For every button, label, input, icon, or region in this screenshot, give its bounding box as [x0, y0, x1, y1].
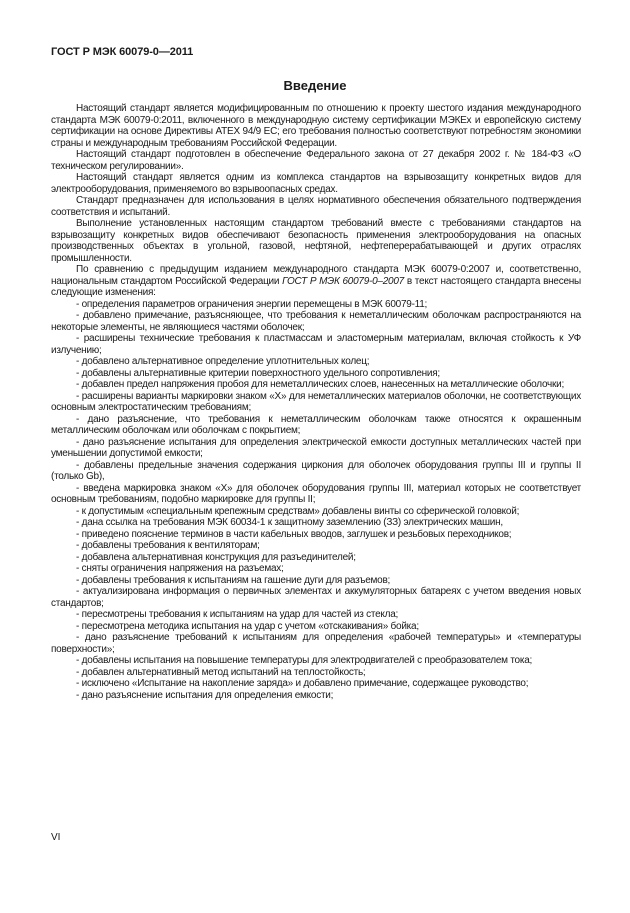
change-item: - исключено «Испытание на накопление заряда» и добавлено примечание, содержащее руководство;: [76, 678, 529, 689]
change-item: - добавлены предельные значения содержания циркония для оболочек оборудования группы III и группы II (только Gb),: [51, 459, 581, 482]
intro-text-end: в текст настоящего стандарта внесены следующие изменения:: [51, 275, 581, 298]
change-item: - к допустимым «специальным крепежным средствам» добавлены винты со сферической головкой;: [76, 505, 520, 517]
change-item: - добавлены требования к испытаниям на гашение дуги для разъемов;: [76, 574, 391, 586]
change-item: - добавлено примечание, разъясняющее, что требования к неметаллическим оболочкам распространяются на некоторые элементы, не являющиеся частями оболочек;: [51, 310, 581, 333]
body-text: [51, 103, 581, 701]
change-item: - пересмотрены требования к испытаниям на удар для частей из стекла;: [76, 609, 399, 620]
change-item: - дано разъяснение испытания для определения емкости;: [76, 689, 334, 701]
change-item: - расширены варианты маркировки знаком «X» для неметаллических материалов оболочки, не соответствующих основным электростатическим требованиям;: [51, 390, 581, 413]
paragraph: Настоящий стандарт является модифицированным по отношению к проекту шестого издания международного стандарта МЭК 60079-0:2011, включенного в международную систему сертификации МЭКEx и европейскую систему сертификации на основе Директивы ATEX 94/9 EC; его требования полностью соответствуют потребностям экономики страны и международным требованиям Российской Федерации.: [51, 103, 581, 149]
paragraph-changes-intro: [51, 264, 581, 299]
paragraph: Стандарт предназначен для использования в целях нормативного обеспечения обязательного подтверждения соответствия и испытаний.: [51, 195, 581, 218]
intro-text: По сравнению с предыдущим изданием международного стандарта МЭК 60079-0:2007 и, соответственно, национальным стандартом Российской Федерации: [51, 264, 581, 287]
change-item: - сняты ограничения напряжения на разъемах;: [76, 563, 284, 574]
change-item: - добавлена альтернативная конструкция для разъединителей;: [76, 551, 356, 563]
change-item: - дано разъяснение, что требования к неметаллическим оболочкам также относятся к окрашенным металлическим оболочкам или оболочкам с покрытием;: [51, 413, 581, 436]
change-item: - приведено пояснение терминов в части кабельных вводов, заглушек и резьбовых переходников;: [76, 528, 512, 540]
change-item: - добавлены требования к вентиляторам;: [76, 540, 260, 551]
change-item: - дана ссылка на требования МЭК 60034-1 к защитному заземлению (ЗЗ) электрических машин,: [76, 517, 503, 528]
page-number: VI: [51, 832, 61, 843]
change-item: - добавлены испытания на повышение температуры для электродвигателей с преобразователем тока;: [76, 655, 533, 666]
change-item: - пересмотрена методика испытания на удар с учетом «отскакивания» бойка;: [76, 620, 419, 632]
change-item: - определения параметров ограничения энергии перемещены в МЭК 60079-11;: [76, 298, 428, 310]
change-item: - дано разъяснение требований к испытаниям для определения «рабочей температуры» и «температуры поверхности»;: [51, 632, 581, 655]
standard-reference: ГОСТ Р МЭК 60079-0–2007: [282, 275, 404, 287]
change-item: - актуализирована информация о первичных элементах и аккумуляторных батареях с учетом введения новых стандартов;: [51, 586, 581, 609]
change-item: - расширены технические требования к пластмассам и эластомерным материалам, включая стойкость к УФ излучению;: [51, 333, 581, 356]
standard-code-header: ГОСТ Р МЭК 60079-0—2011: [51, 46, 194, 58]
change-item: - введена маркировка знаком «X» для оболочек оборудования группы III, материал которых не соответствует основным требованиям, подобно маркировке для группы II;: [51, 482, 581, 505]
change-item: - добавлен предел напряжения пробоя для неметаллических слоев, нанесенных на металлические оболочки;: [76, 379, 564, 390]
change-item: - добавлены альтернативные критерии поверхностного удельного сопротивления;: [76, 367, 440, 379]
section-title: Введение: [283, 78, 347, 93]
change-item: - добавлен альтернативный метод испытаний на теплостойкость;: [76, 666, 366, 678]
change-item: - дано разъяснение испытания для определения электрической емкости доступных металлических частей при уменьшении допустимой емкости;: [51, 436, 581, 459]
paragraph: Настоящий стандарт подготовлен в обеспечение Федерального закона от 27 декабря 2002 г. № 184-ФЗ «О техническом регулировании».: [51, 149, 581, 172]
paragraph: Настоящий стандарт является одним из комплекса стандартов на взрывозащиту конкретных видов для электрооборудования, применяемого во взрывоопасных средах.: [51, 172, 581, 195]
change-item: - добавлено альтернативное определение уплотнительных колец;: [76, 356, 370, 367]
paragraph: Выполнение установленных настоящим стандартом требований вместе с требованиями стандартов на взрывозащиту конкретных видов обеспечивают безопасность применения электрооборудования на опасных производственных объектах в угольной, газовой, нефтяной, нефтеперерабатывающей и других отраслях промышленности.: [51, 218, 581, 264]
